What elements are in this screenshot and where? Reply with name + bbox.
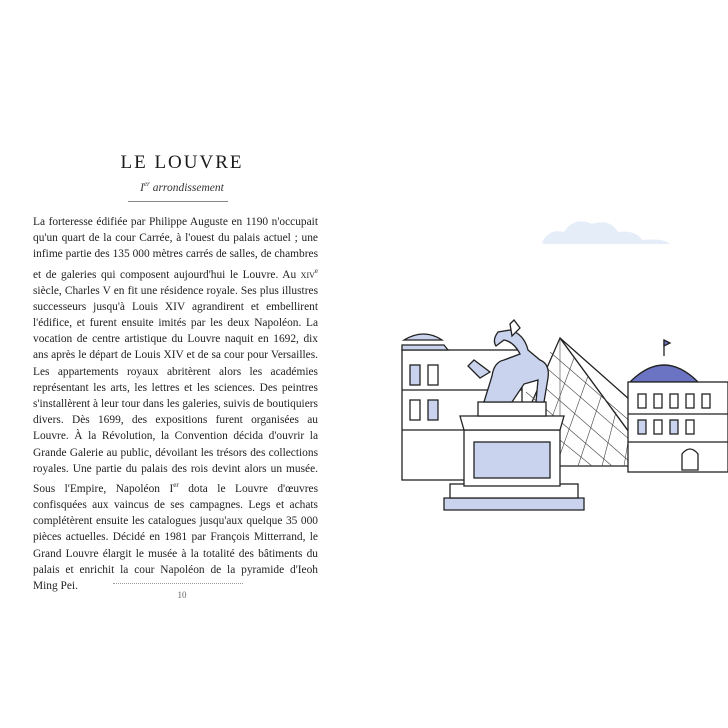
century-numeral: xiv: [300, 268, 315, 281]
right-building-icon: [628, 340, 728, 472]
century-sup: e: [314, 266, 318, 275]
paragraph-part-3: dota le Louvre d'œuvres confisquées aux vaincus de ses campagnes. Legs et achats complétèrent ensuite les catalogues jusqu'aux quelque 35 000 pièces actuelles. Décidé en 1981 par François Mitterrand, le Grand Louvre élargit le musée à la totalité des bâtiments du palais et enrichit la cour Napoléon de la pyramide d'Ieoh Ming Pei.: [33, 482, 318, 593]
page-title: LE LOUVRE: [120, 152, 244, 173]
subtitle-text: arrondissement: [149, 181, 224, 194]
paragraph-part-2: siècle, Charles V en fit une résidence royale. Ses plus illustres successeurs jusqu'à Louis XIV agrandirent et embellirent l'édifice, et furent ensuite imités par les deux Napoléon. La vocation de centre artistique du Louvre naquit en 1692, dix ans après le départ de Louis XIV et de sa cour pour Versailles. Les appartements royaux abritèrent alors les académies représentant les arts, les lettres et les sciences. Des peintres s'installèrent à leur tour dans les galeries, suivis de boutiquiers divers. Dès 1699, des expositions furent organisées au Louvre. À la Révolution, la Convention décida d'ouvrir la Grande Galerie au public, dévoilant les trésors des collections royales. Une partie du palais des rois devint alors un musée. Sous l'Empire, Napoléon I: [33, 284, 318, 495]
cloud-icon: [542, 221, 670, 244]
body-paragraph: [33, 214, 318, 594]
subtitle-number: I: [140, 181, 144, 194]
napoleon-sup: er: [173, 481, 179, 490]
page-number: 10: [177, 590, 187, 600]
subtitle-sup: er: [143, 180, 150, 188]
right-page: [364, 0, 728, 728]
louvre-illustration-icon: [364, 180, 728, 520]
page-subtitle: [0, 180, 364, 194]
footer-divider: [113, 583, 243, 584]
title-divider: [128, 201, 228, 202]
paragraph-part-1: La forteresse édifiée par Philippe Auguste en 1190 n'occupait qu'un quart de la cour Carrée, à l'ouest du palais actuel ; une infime partie des 135 000 mètres carrés de salles, de chambres et de galeries qui composent aujourd'hui le Louvre. Au: [33, 216, 318, 281]
